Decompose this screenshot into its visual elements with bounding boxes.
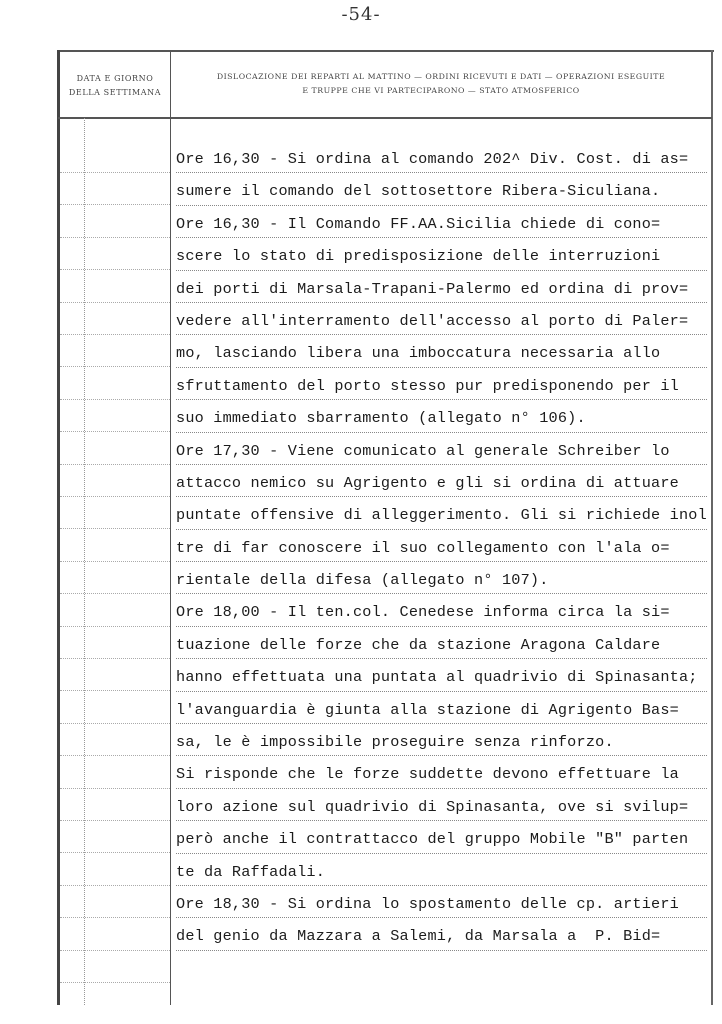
diary-line: hanno effettuata una puntata al quadrivio di Spinasanta; xyxy=(176,663,711,695)
date-column-rule xyxy=(60,690,170,691)
diary-line: Ore 17,30 - Viene comunicato al generale Schreiber lo xyxy=(176,437,711,469)
diary-line: Ore 16,30 - Si ordina al comando 202^ Div. Cost. di as= xyxy=(176,145,711,177)
diary-line: loro azione sul quadrivio di Spinasanta, ove si svilup= xyxy=(176,793,711,825)
diary-line: tre di far conoscere il suo collegamento con l'ala o= xyxy=(176,534,711,566)
diary-line: vedere all'interramento dell'accesso al porto di Paler= xyxy=(176,307,711,339)
frame-right-border xyxy=(711,50,713,1005)
date-column-rule xyxy=(60,334,170,335)
main-column-header xyxy=(175,70,707,98)
date-column-rule xyxy=(60,269,170,270)
date-column-rule xyxy=(60,528,170,529)
date-column-rule xyxy=(60,982,170,983)
date-column-rule xyxy=(60,399,170,400)
date-column-rule xyxy=(60,788,170,789)
date-column-rule xyxy=(60,755,170,756)
diary-line: del genio da Mazzara a Salemi, da Marsala a P. Bid= xyxy=(176,922,711,954)
date-column-rule xyxy=(60,820,170,821)
frame-top-border xyxy=(58,50,714,52)
diary-line: però anche il contrattacco del gruppo Mobile "B" parten xyxy=(176,825,711,857)
date-column-rule xyxy=(60,431,170,432)
diary-line: l'avanguardia è giunta alla stazione di Agrigento Bas= xyxy=(176,696,711,728)
main-column-header-line1: DISLOCAZIONE DEI REPARTI AL MATTINO — ORDINI RICEVUTI E DATI — OPERAZIONI ESEGUITE xyxy=(216,72,666,81)
diary-line: attacco nemico su Agrigento e gli si ordina di attuare xyxy=(176,469,711,501)
date-column-rule xyxy=(60,626,170,627)
diary-line: scere lo stato di predisposizione delle interruzioni xyxy=(176,242,711,274)
diary-line: tuazione delle forze che da stazione Aragona Caldare xyxy=(176,631,711,663)
diary-line: puntate offensive di alleggerimento. Gli si richiede inol xyxy=(176,501,711,533)
date-column-header xyxy=(60,72,170,100)
date-column-rule xyxy=(60,852,170,853)
diary-line: sa, le è impossibile proseguire senza rinforzo. xyxy=(176,728,711,760)
date-column-rule xyxy=(60,561,170,562)
date-column-rule xyxy=(60,917,170,918)
date-column-header-line2: DELLA SETTIMANA xyxy=(68,88,162,97)
diary-line: sfruttamento del porto stesso pur predisponendo per il xyxy=(176,372,711,404)
diary-line: sumere il comando del sottosettore Ribera-Siculiana. xyxy=(176,177,711,209)
date-column-rule xyxy=(60,950,170,951)
diary-line: Ore 16,30 - Il Comando FF.AA.Sicilia chiede di cono= xyxy=(176,210,711,242)
diary-line: Si risponde che le forze suddette devono effettuare la xyxy=(176,760,711,792)
date-column-rule xyxy=(60,464,170,465)
diary-line: Ore 18,30 - Si ordina lo spostamento delle cp. artieri xyxy=(176,890,711,922)
diary-line: mo, lasciando libera una imboccatura necessaria allo xyxy=(176,339,711,371)
date-column-rule xyxy=(60,172,170,173)
diary-line: Ore 18,00 - Il ten.col. Cenedese informa circa la si= xyxy=(176,598,711,630)
date-column-rule xyxy=(60,885,170,886)
diary-line: dei porti di Marsala-Trapani-Palermo ed ordina di prov= xyxy=(176,275,711,307)
date-column-rule xyxy=(60,658,170,659)
date-column-rule xyxy=(60,204,170,205)
page-number: -54- xyxy=(341,4,381,25)
date-column-rule xyxy=(60,723,170,724)
main-column-header-line2: E TRUPPE CHE VI PARTECIPARONO — STATO ATMOSFERICO xyxy=(302,86,580,95)
diary-line: rientale della difesa (allegato n° 107). xyxy=(176,566,711,598)
date-column-header-line1: DATA E GIORNO xyxy=(76,74,154,83)
date-column-rule xyxy=(60,496,170,497)
date-column-rule xyxy=(60,366,170,367)
diary-text-body xyxy=(176,145,711,955)
date-column-rules xyxy=(60,118,170,1005)
column-divider xyxy=(170,50,171,1005)
diary-line: te da Raffadali. xyxy=(176,858,711,890)
date-column-rule xyxy=(60,593,170,594)
date-column-rule xyxy=(60,237,170,238)
diary-line: suo immediato sbarramento (allegato n° 106). xyxy=(176,404,711,436)
date-column-rule xyxy=(60,302,170,303)
